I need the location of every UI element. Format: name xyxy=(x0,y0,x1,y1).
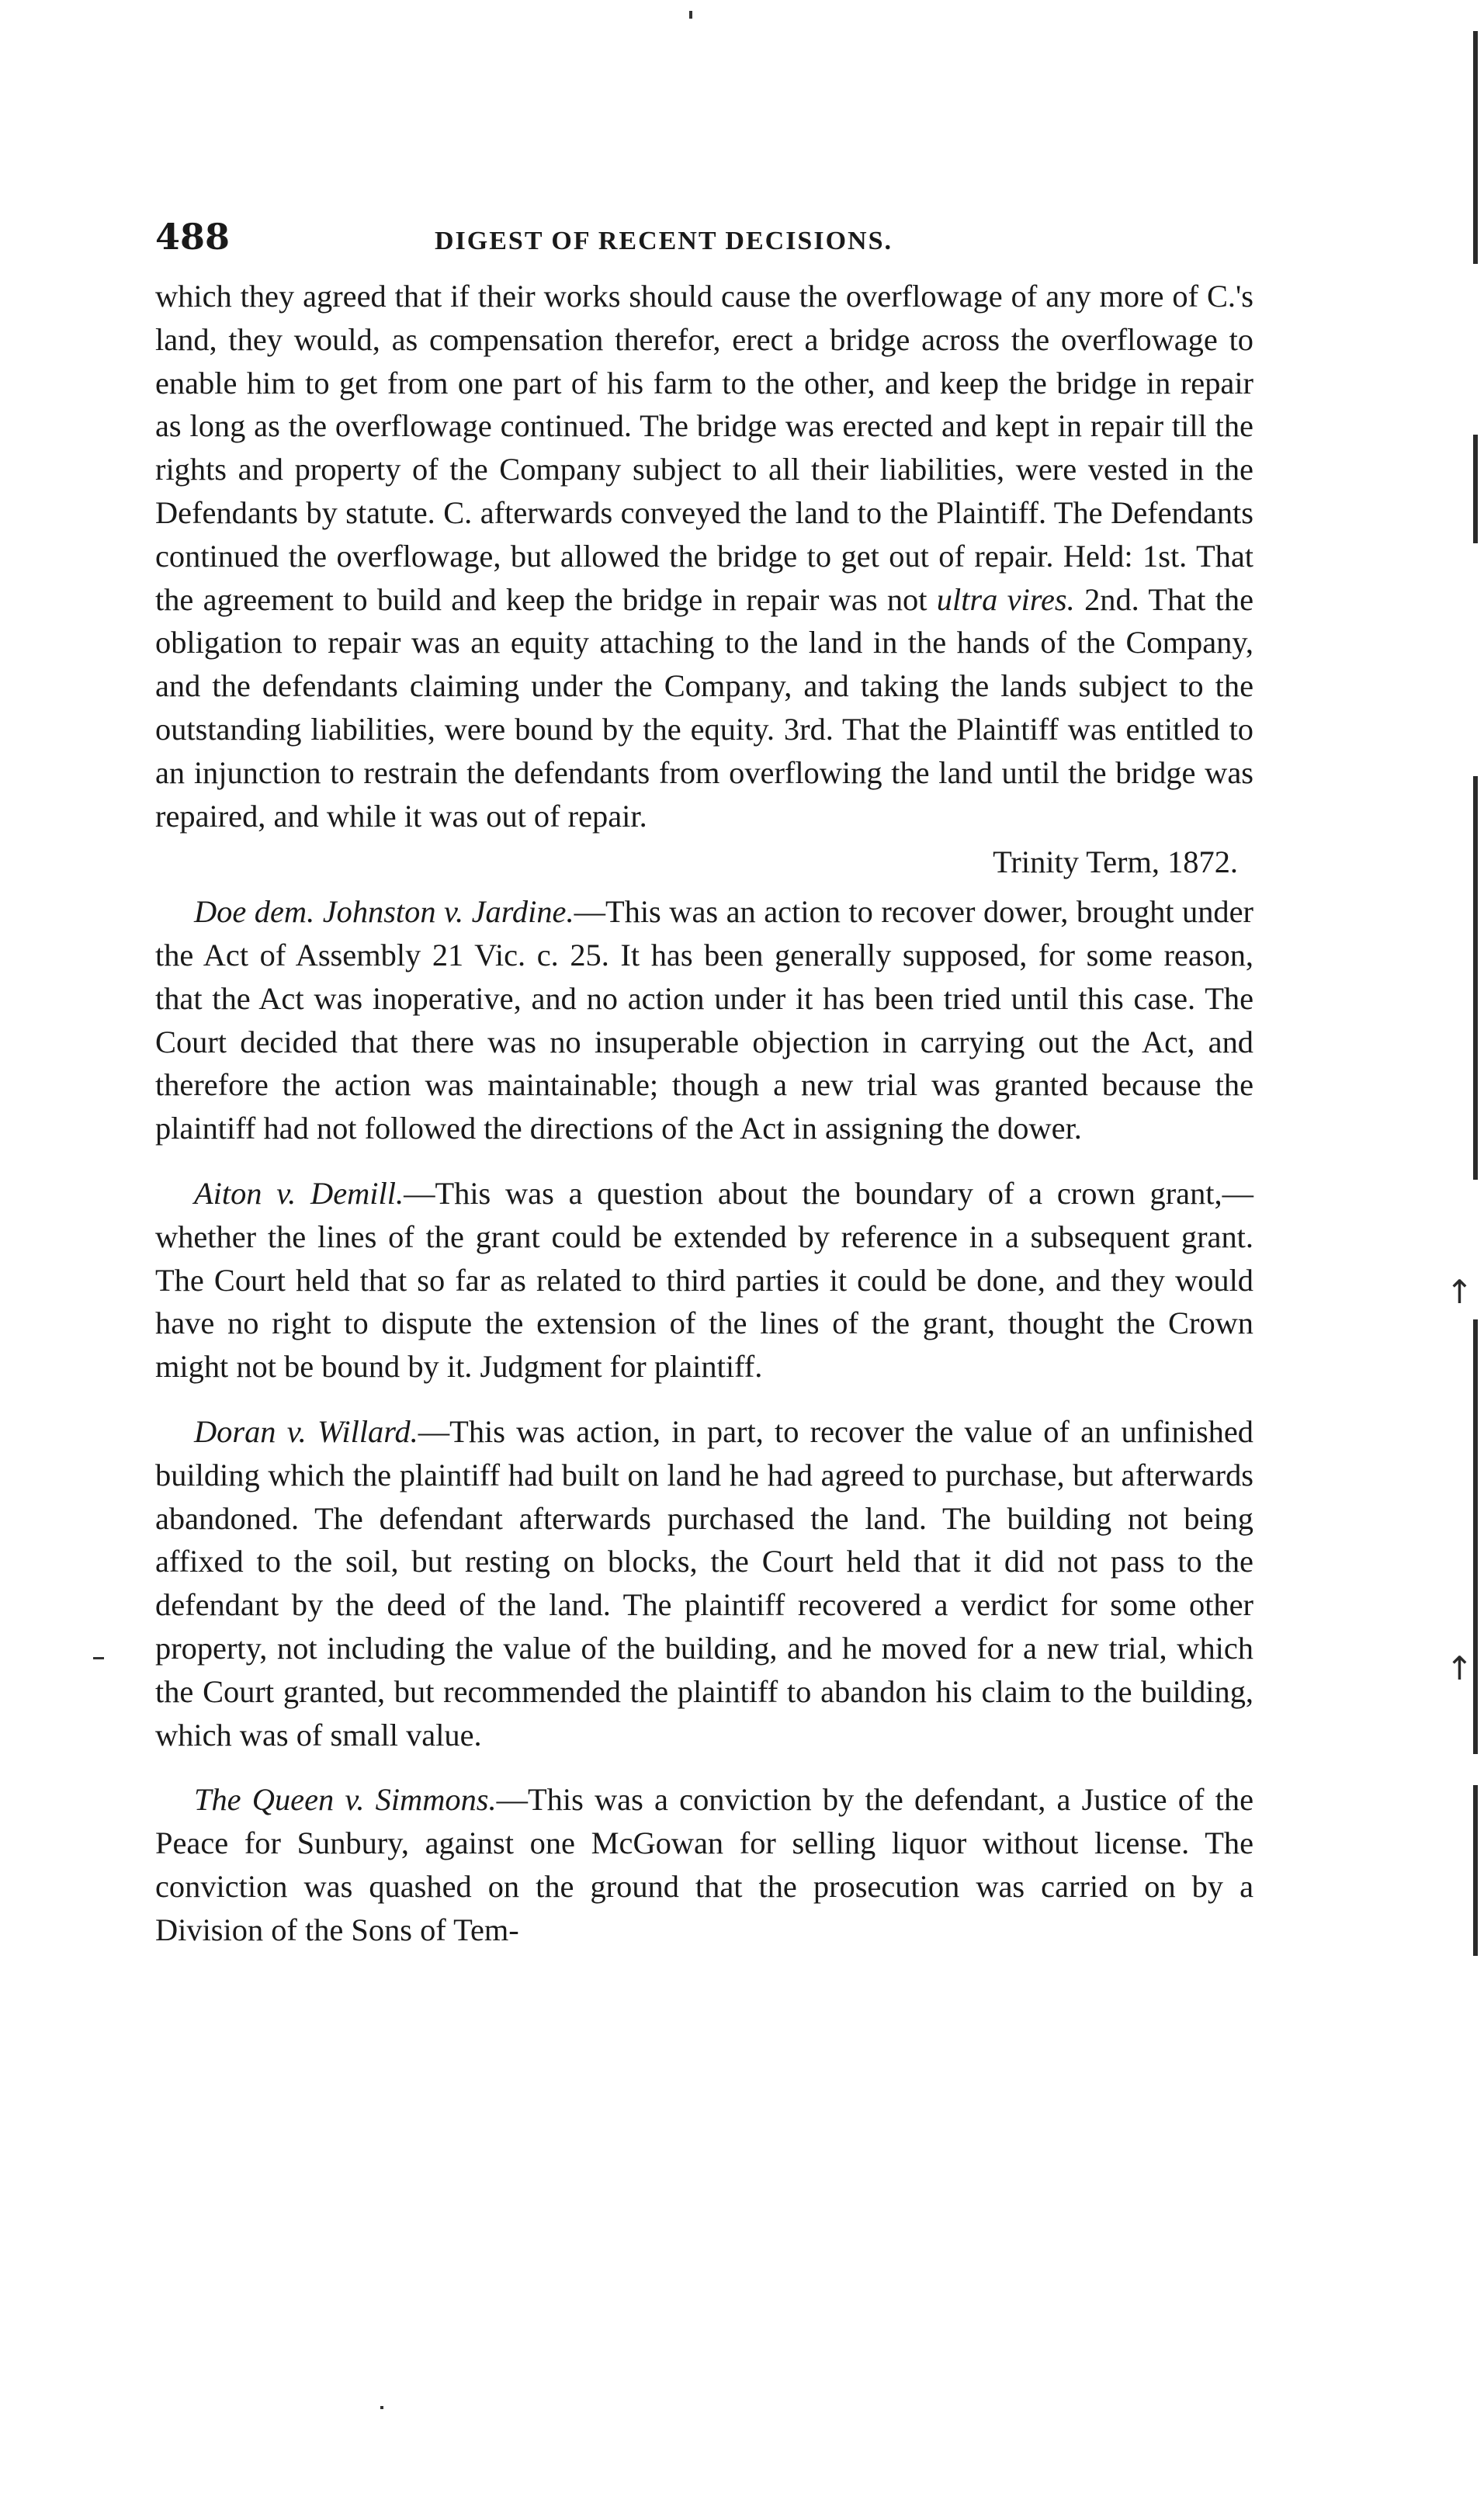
case-paragraph xyxy=(155,1172,1253,1389)
page-content xyxy=(155,186,1253,2437)
scan-edge-mark xyxy=(1473,1319,1478,1754)
case-text: —This was a conviction by the defendant, a Justice of the Peace for Sunbury, against one McGowan for selling liquor without license. The conviction was quashed on the ground that the prosecution was carried on by a Division of the Sons of Tem- xyxy=(155,1782,1253,1947)
scan-arrow-mark: ↑ xyxy=(1445,1649,1473,1687)
case-name: Aiton v. Demill. xyxy=(194,1175,404,1211)
case-text: —This was action, in part, to recover the value of an unfinished building which the plaintiff had built on land he had agreed to purchase, but afterwards abandoned. The defendant afterwards purchased the land. The building not being affixed to the soil, but resting on blocks, the Court held that it did not pass to the defendant by the deed of the land. The plaintiff recovered a verdict for some other property, not including the value of the building, and he moved for a new trial, which the Court granted, but recommended the plaintiff to abandon his claim to the building, which was of small value. xyxy=(155,1413,1253,1753)
case-paragraph xyxy=(155,1410,1253,1756)
case-text: —This was an action to recover dower, brought under the Act of Assembly 21 Vic. c. 25. It has been generally supposed, for some reason, that the Act was inoperative, and no action under it has been tried until this case. The Court decided that there was no insuperable objection in carrying out the Act, and therefore the action was maintainable; though a new trial was granted because the plaintiff had not followed the directions of the Act in assigning the dower. xyxy=(155,894,1253,1146)
scan-edge-mark xyxy=(1473,1785,1478,1956)
scan-edge-mark xyxy=(1473,435,1478,543)
case-name: The Queen v. Simmons. xyxy=(194,1782,497,1818)
case-name: Doe dem. Johnston v. Jardine. xyxy=(194,894,574,930)
case-paragraph xyxy=(155,1778,1253,1951)
page-number: 488 xyxy=(155,216,231,258)
scan-speck xyxy=(689,11,692,19)
running-head: DIGEST OF RECENT DECISIONS. xyxy=(435,227,893,255)
case-paragraph xyxy=(155,890,1253,1150)
scan-edge-mark xyxy=(1473,31,1478,264)
italic-term: ultra vires. xyxy=(936,581,1075,617)
scan-edge-mark xyxy=(1473,776,1478,1180)
term-heading: Trinity Term, 1872. xyxy=(993,844,1238,880)
scan-speck xyxy=(93,1657,104,1659)
paragraph-text: which they agreed that if their works should cause the overflowage of any more of C.'s land, they would, as compensation therefor, erect a bridge across the overflowage to enable him to get from one part of his farm to the other, and keep the bridge in repair as long as the overflowage continued. The bridge was erected and kept in repair till the rights and property of the Company subject to all their liabilities, were vested in the Defendants by statute. C. afterwards conveyed the land to the Plaintiff. The Defendants continued the overflowage, but allowed the bridge to get out of repair. Held: 1st. That the agreement to build and keep the bridge in repair was not xyxy=(155,279,1253,617)
page-header xyxy=(155,186,1253,272)
paragraph-text: 2nd. That the obligation to repair was an equity attaching to the land in the hands of the Company, and the defendants claiming under the Company, and taking the lands subject to the outstanding liabilities, were bound by the equity. 3rd. That the Plaintiff was entitled to an injunction to restrain the defendants from overflowing the land until the bridge was repaired, and while it was out of repair. xyxy=(155,581,1254,834)
scan-arrow-mark: ↑ xyxy=(1445,1273,1473,1311)
case-name: Doran v. Willard. xyxy=(194,1413,418,1449)
case-text: —This was a question about the boundary of a crown grant,—whether the lines of the grant could be extended by reference in a subsequent grant. The Court held that so far as related to third parties it could be done, and they would have no right to dispute the extension of the lines of the grant, thought the Crown might not be bound by it. Judgment for plaintiff. xyxy=(155,1175,1253,1385)
continued-paragraph xyxy=(155,275,1253,837)
